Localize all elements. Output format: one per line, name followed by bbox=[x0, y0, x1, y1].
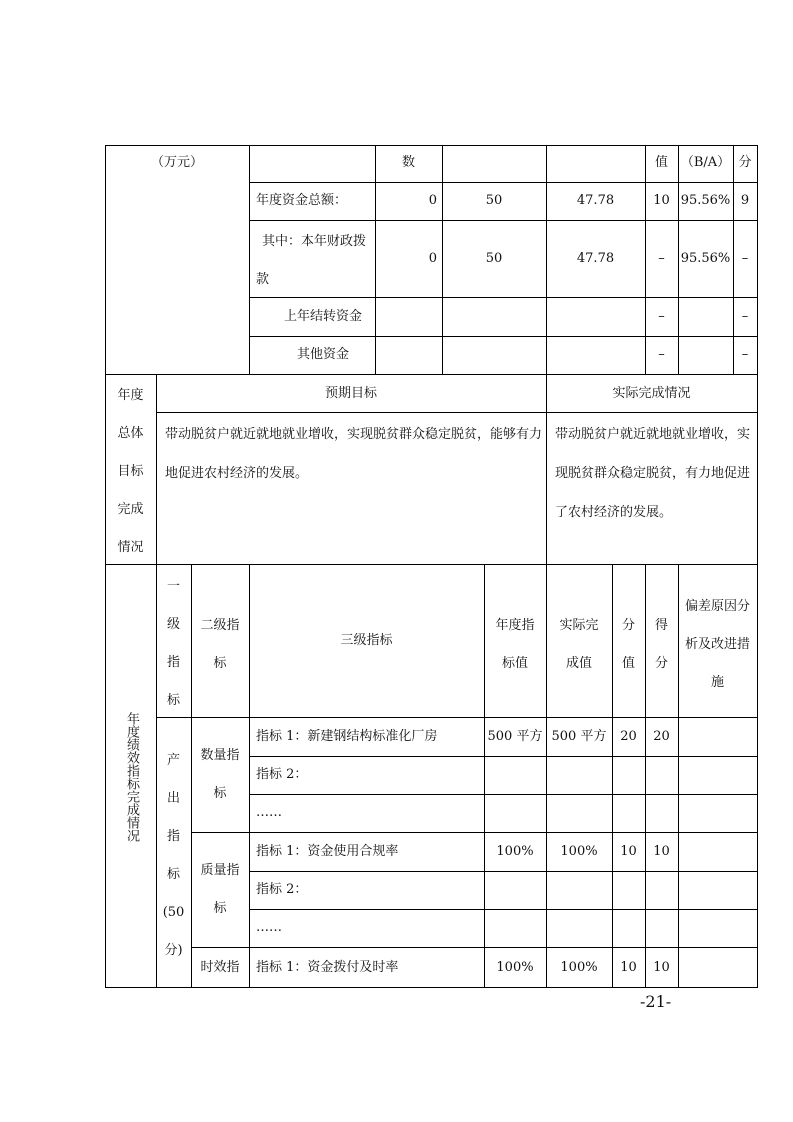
budget-row-label: 其中：本年财政拨 bbox=[262, 234, 367, 249]
budget-cell: 47.78 bbox=[576, 251, 615, 266]
indicator-target: 500 平方 bbox=[487, 729, 543, 744]
header-level1: 一 级 指 标 bbox=[166, 579, 180, 708]
indicator-name: …… bbox=[256, 920, 282, 935]
budget-cell: – bbox=[741, 251, 749, 266]
expected-goal-header: 预期目标 bbox=[324, 386, 377, 401]
budget-row-label: 其他资金 bbox=[296, 347, 349, 362]
indicator-actual: 100% bbox=[560, 844, 598, 859]
indicator-got: 10 bbox=[653, 844, 670, 859]
budget-cell: – bbox=[658, 251, 665, 266]
budget-cell: – bbox=[741, 309, 749, 324]
indicator-score: 20 bbox=[620, 729, 637, 744]
unit-label: （万元） bbox=[150, 155, 203, 170]
indicator-score: 10 bbox=[620, 844, 637, 859]
indicator-target: 100% bbox=[496, 960, 534, 975]
indicator-actual: 500 平方 bbox=[551, 729, 607, 744]
indicator-name: 指标 2： bbox=[256, 882, 308, 897]
budget-row-label: 年度资金总额： bbox=[256, 193, 348, 208]
header-ba: （B/A） bbox=[680, 155, 731, 170]
expected-goal-text: 带动脱贫户就近就地就业增收，实现脱贫群众稳定脱贫，能够有力地促进农村经济的发展。 bbox=[165, 427, 543, 481]
header-got: 得 分 bbox=[654, 618, 668, 671]
budget-cell: 0 bbox=[428, 193, 437, 208]
group-timeliness: 时效指 bbox=[200, 960, 240, 975]
budget-cell: 9 bbox=[740, 193, 750, 208]
budget-cell: 95.56% bbox=[680, 251, 731, 266]
budget-cell: 10 bbox=[653, 193, 670, 208]
header-num: 数 bbox=[401, 155, 415, 170]
budget-cell: – bbox=[741, 347, 749, 362]
indicator-actual: 100% bbox=[560, 960, 598, 975]
header-target: 年度指 标值 bbox=[495, 618, 535, 671]
budget-cell: 50 bbox=[485, 251, 503, 266]
indicator-name: 指标 1：资金使用合规率 bbox=[256, 844, 399, 859]
indicator-name: 指标 2： bbox=[256, 767, 308, 782]
page-number: -21- bbox=[640, 992, 672, 1011]
performance-side-label: 年度绩效指标完成情况 bbox=[124, 712, 139, 842]
header-level2: 二级指 标 bbox=[200, 618, 240, 671]
indicator-name: 指标 1：新建钢结构标准化厂房 bbox=[256, 729, 438, 744]
header-score: 分 bbox=[738, 155, 752, 170]
budget-cell: 0 bbox=[428, 251, 437, 266]
output-indicator-label: 产 出 指 标 (50 分) bbox=[162, 753, 185, 958]
budget-cell: – bbox=[658, 347, 665, 362]
indicator-name: 指标 1：资金拨付及时率 bbox=[256, 960, 399, 975]
budget-cell: 50 bbox=[485, 193, 503, 208]
header-value: 值 bbox=[654, 155, 668, 170]
indicator-target: 100% bbox=[496, 844, 534, 859]
actual-goal-text: 带动脱贫户就近就地就业增收，实现脱贫群众稳定脱贫，有力地促进了农村经济的发展。 bbox=[555, 427, 751, 520]
group-quantity: 数量指 标 bbox=[200, 748, 240, 801]
budget-cell: – bbox=[658, 309, 665, 324]
budget-row-label: 上年结转资金 bbox=[283, 309, 362, 324]
indicator-name: …… bbox=[256, 805, 282, 820]
header-deviation: 偏差原因分 析及改进措 施 bbox=[684, 599, 750, 690]
goals-side-label: 年度 总体 目标 完成 情况 bbox=[117, 388, 144, 555]
budget-cell: 47.78 bbox=[576, 193, 615, 208]
group-quality: 质量指 标 bbox=[200, 863, 240, 916]
indicator-got: 10 bbox=[653, 960, 670, 975]
header-level3: 三级指标 bbox=[340, 633, 393, 648]
indicator-score: 10 bbox=[620, 960, 637, 975]
budget-row-label: 款 bbox=[256, 272, 270, 287]
indicator-got: 20 bbox=[653, 729, 670, 744]
actual-goal-header: 实际完成情况 bbox=[612, 386, 691, 401]
budget-cell: 95.56% bbox=[680, 193, 731, 208]
header-score: 分 值 bbox=[621, 618, 635, 671]
header-actual: 实际完 成值 bbox=[559, 618, 599, 671]
